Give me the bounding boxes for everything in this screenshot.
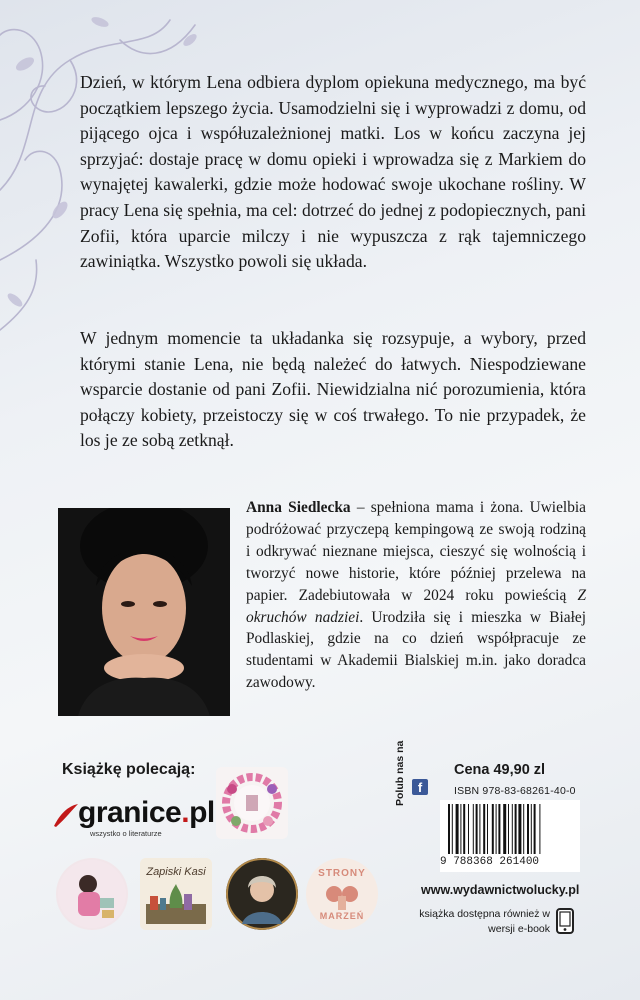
- facebook-icon: f: [412, 779, 428, 795]
- author-name: Anna Siedlecka: [246, 499, 351, 516]
- author-bio-text-2: . Urodziła się i mieszka w Białej Podlaskiej, gdzie na co dzień współpracuje ze studentami w Akademii Bialskiej m.in. jako doradca zawodowy.: [246, 608, 586, 692]
- barcode-digits: 9 788368 261400: [440, 856, 540, 868]
- floral-wreath-logo: [216, 767, 288, 839]
- debut-novel-title: Z okruchów nadziei: [246, 586, 586, 626]
- granice-logo-dot: .: [181, 796, 190, 829]
- granice-logo-text: granice: [78, 796, 182, 829]
- zapiski-kasi-logo: [140, 858, 212, 930]
- price-label: Cena 49,90 zl: [454, 762, 546, 778]
- isbn-number: ISBN 978-83-68261-40-0: [454, 785, 576, 797]
- blurb-paragraph-2: W jednym momencie ta układanka się rozsypuje, a wybory, przed którymi stanie Lena, nie będą należeć do łatwych. Niespodziewane wsparcie dostanie od pani Zofii. Niewidzialna nić porozumienia, która połączy kobiety, przeistoczy się w coś trwałego. To nie przypadek, że los je ze sobą zetknął.: [80, 328, 586, 451]
- granice-tagline: wszystko o literaturze: [90, 829, 162, 838]
- facebook-like-label: Polub nas na: [394, 740, 406, 806]
- barcode-bars: [440, 800, 580, 856]
- granice-pl-logo: [52, 796, 215, 840]
- author-photo: [58, 508, 230, 716]
- publisher-website-link[interactable]: www.wydawnictwolucky.pl: [421, 883, 580, 897]
- recommendations-title: Książkę polecają:: [62, 761, 196, 778]
- zapiski-kasi-text: Zapiski Kasi: [146, 866, 206, 878]
- strony-marzen-bottom-text: MARZEŃ: [319, 911, 365, 921]
- reviewer-portrait-logo: [226, 858, 298, 930]
- blurb-paragraph-1: Dzień, w którym Lena odbiera dyplom opiekuna medycznego, ma być początkiem lepszego życia. Usamodzielni się i wyprowadzi z domu, od pijącego ojca i współuzależnionej matki. Los w końcu zaczyna jej sprzyjać: dostaje pracę w domu opieki i wprowadza się z Markiem do wynajętej kawalerki, gdzie może hodować swoje ukochane rośliny. W pracy Lena się spełnia, ma cel: dotrzeć do jednej z podopiecznych, pani Zofii, która uparcie milczy i nie wypuszcza z rąk tajemniczego zawiniątka. Wszystko powoli się układa.: [80, 72, 586, 272]
- isbn-barcode: [440, 800, 580, 872]
- quill-icon: [52, 802, 80, 828]
- reader-blog-logo: [56, 858, 128, 930]
- author-bio: [246, 497, 586, 694]
- strony-marzen-top-text: STRONY: [318, 868, 366, 879]
- ebook-availability-note: książka dostępna również w wersji e-book: [419, 908, 550, 935]
- granice-logo-tld: pl: [189, 796, 215, 829]
- strony-marzen-logo: [306, 858, 378, 930]
- ebook-reader-icon: [556, 908, 574, 934]
- author-bio-text-1: – spełniona mama i żona. Uwielbia podróżować przyczepą kempingową ze swoją rodziną i odkrywać nieznane miejsca, cieszyć się wolnością i tworzyć nowe historie, które później przelewa na papier. Zadebiutowała w 2024 roku powieścią: [246, 499, 586, 604]
